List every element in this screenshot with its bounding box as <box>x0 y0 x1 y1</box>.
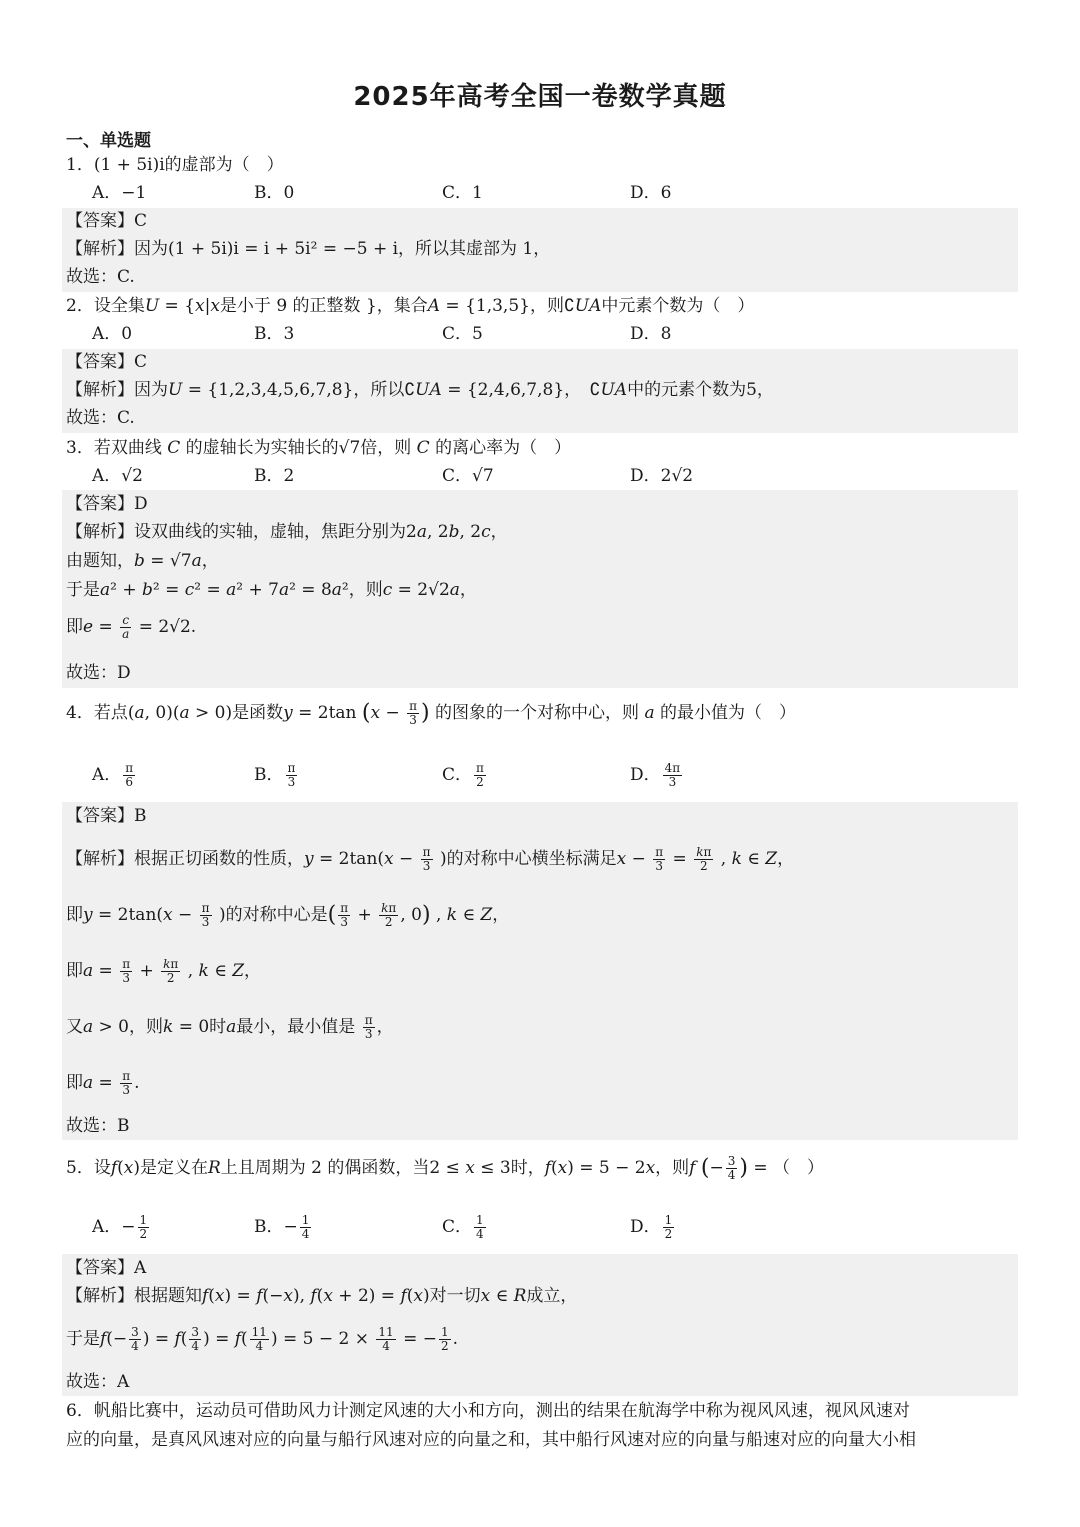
q3-option-b: B．2 <box>254 466 295 486</box>
fraction-denominator: 3 <box>655 859 664 873</box>
q2-option-c: C．5 <box>442 324 483 344</box>
fraction-numerator: 𝑘π <box>381 901 397 915</box>
q4-analysis-2 <box>66 902 509 929</box>
fraction-numerator: 3 <box>131 1325 139 1339</box>
fraction <box>474 762 486 789</box>
fraction <box>694 846 713 873</box>
q2-analysis: 【解析】因为𝑈 = {1,2,3,4,5,6,7,8}，所以∁𝑈𝐴 = {2,4,6,7,8}， ∁𝑈𝐴中的元素个数为5， <box>66 380 774 400</box>
fraction-numerator: 3 <box>727 1154 736 1168</box>
q5-a2-tail: . <box>452 1329 459 1349</box>
fraction-denominator: 3 <box>122 971 130 985</box>
fraction-denominator: 4 <box>255 1339 264 1353</box>
q6-stem-1: 6．帆船比赛中，运动员可借助风力计测定风速的大小和方向，测出的结果在航海学中称为视风风速，视风风速对 <box>66 1401 910 1421</box>
q3-choose: 故选：D <box>66 663 131 683</box>
option-label: B．− <box>254 1217 298 1237</box>
q5-choose: 故选：A <box>66 1372 130 1392</box>
paren-open-glyph: ( <box>700 1155 710 1181</box>
fraction-denominator: 4 <box>476 1227 484 1241</box>
q3-stem: 3．若双曲线 𝐶 的虚轴长为实轴长的√7倍，则 𝐶 的离心率为（ ） <box>66 438 572 458</box>
q5-a2-mid4: = − <box>403 1329 437 1349</box>
q3-analysis-4-lead: 即𝑒 = <box>66 617 113 637</box>
fraction-numerator: 𝑐 <box>122 613 130 627</box>
fraction <box>379 902 398 929</box>
fraction-denominator: 2 <box>384 915 393 929</box>
paren-close-glyph: ) <box>421 700 430 726</box>
fraction-denominator: 𝑎 <box>122 627 130 641</box>
option-label: D． <box>630 765 661 785</box>
q4-a1-eq: = <box>672 849 687 869</box>
fraction-numerator: π <box>364 1013 373 1027</box>
page-title: 2025年高考全国一卷数学真题 <box>353 82 727 112</box>
q5-a2-mid3: ) = 5 − 2 × <box>270 1329 369 1349</box>
paren-close-glyph: ) <box>739 1155 748 1181</box>
fraction-numerator: π <box>201 901 210 915</box>
q5-a2-mid1: ) = 𝑓( <box>142 1329 188 1349</box>
fraction <box>138 1214 150 1241</box>
fraction-denominator: 2 <box>664 1227 673 1241</box>
q4-a2-mid: )的对称中心是 <box>218 905 328 925</box>
q4-a4-lead: 又𝑎 > 0，则𝑘 = 0时𝑎最小，最小值是 <box>66 1017 356 1037</box>
q3-option-c: C．√7 <box>442 466 494 486</box>
q3-analysis-2: 由题知，𝑏 = √7𝑎， <box>66 551 219 571</box>
fraction <box>421 846 433 873</box>
q1-analysis: 【解析】因为(1 + 5i)i = i + 5i² = −5 + i，所以其虚部为 1， <box>66 239 551 259</box>
fraction-denominator: 3 <box>287 775 296 789</box>
fraction-numerator: 1 <box>301 1213 310 1227</box>
fraction-numerator: π <box>340 901 349 915</box>
q2-stem: 2．设全集𝑈 = {𝑥|𝑥是小于 9 的正整数 }，集合𝐴 = {1,3,5}，则∁𝑈𝐴中元素个数为（ ） <box>66 296 755 316</box>
fraction-denominator: 4 <box>301 1227 310 1241</box>
option-label: A． <box>92 765 122 785</box>
q1-option-b: B．0 <box>254 183 295 203</box>
q5-stem-lead: 5．设𝑓(𝑥)是定义在𝑅上且周期为 2 的偶函数，当2 ≤ 𝑥 ≤ 3时，𝑓(𝑥) = 5 − 2𝑥，则𝑓 <box>66 1158 696 1178</box>
fraction <box>474 1214 486 1241</box>
q4-analysis-4 <box>66 1014 394 1041</box>
q1-option-a: A．−1 <box>92 183 147 203</box>
fraction-denominator: 2 <box>440 1339 449 1353</box>
fraction-numerator: 4π <box>664 761 681 775</box>
q1-stem: 1．(1 + 5i)i的虚部为（ ） <box>66 155 284 175</box>
fraction-denominator: 2 <box>166 971 175 985</box>
fraction-numerator: 1 <box>139 1213 148 1227</box>
q4-a1-tail: , 𝑘 ∈ 𝑍， <box>720 849 795 869</box>
fraction-denominator: 4 <box>382 1339 390 1353</box>
q5-answer: 【答案】A <box>66 1258 147 1278</box>
q5-stem-tail: = （ ） <box>753 1158 825 1178</box>
q4-a2-tail: , 𝑘 ∈ 𝑍， <box>435 905 510 925</box>
q1-option-d: D．6 <box>630 183 672 203</box>
q4-a3-lead: 即𝑎 = <box>66 961 113 981</box>
q4-a1-mid: )的对称中心横坐标满足𝑥 − <box>439 849 646 869</box>
fraction <box>653 846 665 873</box>
fraction <box>663 762 683 789</box>
fraction-denominator: 4 <box>727 1168 736 1182</box>
q4-analysis-5 <box>66 1070 140 1097</box>
fraction-denominator: 6 <box>125 775 134 789</box>
fraction-numerator: π <box>287 761 296 775</box>
fraction <box>120 958 132 985</box>
fraction-denominator: 3 <box>340 915 348 929</box>
fraction-numerator: 1 <box>440 1325 449 1339</box>
q3-analysis-3: 于是𝑎² + 𝑏² = 𝑐² = 𝑎² + 7𝑎² = 8𝑎²，则𝑐 = 2√2𝑎， <box>66 580 477 600</box>
fraction-numerator: 11 <box>251 1325 267 1339</box>
option-label: C． <box>442 1217 473 1237</box>
option-label: A．− <box>92 1217 136 1237</box>
q4-option-b <box>254 762 299 789</box>
q4-a4-tail: ， <box>376 1017 394 1037</box>
q4-a1-lead: 【解析】根据正切函数的性质，𝑦 = 2tan(𝑥 − <box>66 849 414 869</box>
q6-stem-2: 应的向量，是真风风速对应的向量与船行风速对应的向量之和，其中船行风速对应的向量与船速对应的向量大小相 <box>66 1430 916 1450</box>
q5-a2-lead: 于是𝑓(− <box>66 1329 128 1349</box>
q3-answer: 【答案】D <box>66 494 148 514</box>
paren-close-glyph: ) <box>421 902 431 928</box>
q5-stem <box>66 1155 824 1182</box>
q1-choose: 故选：C. <box>66 267 135 287</box>
fraction <box>123 762 135 789</box>
fraction <box>129 1326 141 1353</box>
q5-option-a <box>92 1214 151 1241</box>
fraction-denominator: 3 <box>409 713 417 727</box>
q4-option-d <box>630 762 684 789</box>
q5-a2-mid2: ) = 𝑓( <box>203 1329 248 1349</box>
fraction-numerator: π <box>422 845 431 859</box>
fraction <box>407 700 419 727</box>
fraction <box>726 1155 738 1182</box>
q5-option-b <box>254 1214 313 1241</box>
q4-a5-tail: . <box>134 1073 140 1093</box>
section-heading: 一、单选题 <box>66 131 151 151</box>
fraction <box>363 1014 375 1041</box>
q4-stem-lead: 4．若点(𝑎, 0)(𝑎 > 0)是函数𝑦 = 2tan <box>66 703 357 723</box>
fraction-numerator: 𝑘π <box>163 957 179 971</box>
q3-analysis-4-tail: = 2√2. <box>138 617 197 637</box>
fraction <box>439 1326 451 1353</box>
q5-solution-box <box>62 1254 1018 1396</box>
fraction-denominator: 4 <box>191 1339 200 1353</box>
fraction-numerator: 1 <box>476 1213 484 1227</box>
q4-a2-zero: , 0 <box>400 905 422 925</box>
fraction <box>250 1326 269 1353</box>
q4-analysis-1 <box>66 846 794 873</box>
q4-a2-lead: 即𝑦 = 2tan(𝑥 − <box>66 905 193 925</box>
fraction <box>300 1214 312 1241</box>
q4-choose: 故选：B <box>66 1116 130 1136</box>
fraction-numerator: 1 <box>664 1213 673 1227</box>
fraction-denominator: 2 <box>699 859 708 873</box>
option-label: D． <box>630 1217 661 1237</box>
fraction-numerator: π <box>655 845 664 859</box>
q3-option-a: A．√2 <box>92 466 143 486</box>
fraction <box>200 902 212 929</box>
q4-answer: 【答案】B <box>66 806 147 826</box>
fraction <box>120 1070 132 1097</box>
q4-stem-tail: 的图象的一个对称中心，则 𝑎 的最小值为（ ） <box>435 703 796 723</box>
fraction-denominator: 3 <box>422 859 431 873</box>
q4-a2-plus: + <box>357 905 372 925</box>
q5-option-c <box>442 1214 488 1241</box>
q3-analysis-4 <box>66 614 196 641</box>
q4-stem <box>66 700 796 727</box>
fraction <box>286 762 298 789</box>
fraction-numerator: π <box>122 1069 131 1083</box>
fraction-denominator: 3 <box>201 915 210 929</box>
fraction-denominator: 3 <box>364 1027 373 1041</box>
q4-a3-plus: + <box>139 961 154 981</box>
fraction-numerator: 𝑘π <box>696 845 712 859</box>
fraction <box>338 902 350 929</box>
fraction-numerator: 3 <box>191 1325 200 1339</box>
q5-stem-minus: − <box>709 1158 724 1178</box>
fraction-denominator: 3 <box>122 1083 130 1097</box>
q4-option-a <box>92 762 137 789</box>
fraction-numerator: π <box>125 761 134 775</box>
paren-open-glyph: ( <box>327 902 337 928</box>
q5-analysis-1: 【解析】根据题知𝑓(𝑥) = 𝑓(−𝑥), 𝑓(𝑥 + 2) = 𝑓(𝑥)对一切𝑥 ∈ 𝑅成立， <box>66 1286 578 1306</box>
q1-option-c: C．1 <box>442 183 483 203</box>
fraction-numerator: π <box>476 761 484 775</box>
q2-option-a: A．0 <box>92 324 133 344</box>
q5-analysis-2 <box>66 1326 458 1353</box>
fraction-numerator: π <box>409 699 418 713</box>
fraction-denominator: 3 <box>668 775 677 789</box>
q4-a3-tail: , 𝑘 ∈ 𝑍， <box>187 961 262 981</box>
fraction-denominator: 4 <box>131 1339 139 1353</box>
option-label: C． <box>442 765 473 785</box>
q2-answer: 【答案】C <box>66 352 148 372</box>
q5-option-d <box>630 1214 676 1241</box>
fraction-numerator: π <box>122 957 131 971</box>
q3-option-d: D．2√2 <box>630 466 694 486</box>
option-label: B． <box>254 765 284 785</box>
fraction <box>161 958 180 985</box>
fraction <box>376 1326 395 1353</box>
q4-analysis-3 <box>66 958 261 985</box>
q3-analysis-1: 【解析】设双曲线的实轴，虚轴，焦距分别为2𝑎, 2𝑏, 2𝑐， <box>66 522 508 542</box>
q2-option-d: D．8 <box>630 324 672 344</box>
fraction <box>120 614 131 641</box>
fraction <box>189 1326 201 1353</box>
fraction <box>663 1214 675 1241</box>
q2-choose: 故选：C. <box>66 408 135 428</box>
q4-stem-mid: 𝑥 − <box>370 703 400 723</box>
q2-option-b: B．3 <box>254 324 295 344</box>
fraction-numerator: 11 <box>378 1325 394 1339</box>
fraction-denominator: 2 <box>139 1227 148 1241</box>
fraction-denominator: 2 <box>476 775 484 789</box>
q1-answer: 【答案】C <box>66 211 148 231</box>
q4-option-c <box>442 762 488 789</box>
q4-a5-lead: 即𝑎 = <box>66 1073 113 1093</box>
paren-open-glyph: ( <box>361 700 371 726</box>
